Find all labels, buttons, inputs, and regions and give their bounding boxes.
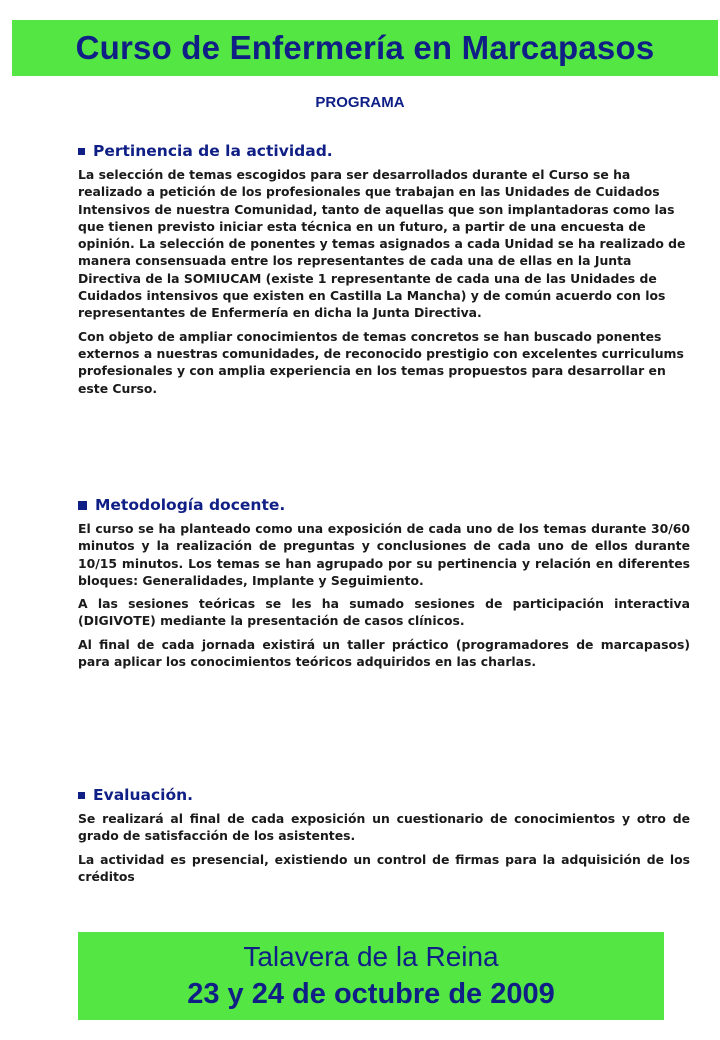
page-title: Curso de Enfermería en Marcapasos bbox=[75, 29, 655, 66]
section-heading-text: Metodología docente. bbox=[95, 496, 286, 514]
paragraph: La actividad es presencial, existiendo un control de firmas para la adquisición de los créditos bbox=[78, 851, 690, 884]
paragraph: Con objeto de ampliar conocimientos de temas concretos se han buscado ponentes externos a nuestras comunidades, de reconocido prestigio con excelentes curriculums profesionales y con amplia experiencia en los temas propuestos para desarrollar en este Curso. bbox=[78, 328, 684, 396]
section-evaluacion bbox=[78, 786, 690, 891]
paragraph: A las sesiones teóricas se les ha sumado sesiones de participación interactiva (DIGIVOTE) mediante la presentación de casos clínicos. bbox=[78, 596, 690, 629]
square-bullet-icon bbox=[78, 792, 85, 799]
event-location: Talavera de la Reina bbox=[243, 941, 499, 972]
section-heading-text: Pertinencia de la actividad. bbox=[93, 142, 333, 160]
title-banner bbox=[12, 20, 718, 76]
footer-banner bbox=[78, 932, 664, 1020]
section-heading bbox=[78, 786, 690, 804]
paragraph: La selección de temas escogidos para ser desarrollados durante el Curso se ha realizado a petición de los profesionales que trabajan en las Unidades de Cuidados Intensivos de nuestra Comunidad, tanto de aquellas que son implantadoras como las que tienen previsto iniciar esta técnica en un futuro, a partir de una encuesta de opinión. La selección de ponentes y temas asignados a cada Unidad se ha realizado de manera consensuada entre los representantes de cada una de ellas en la Junta Directiva de la SOMIUCAM (existe 1 representante de cada una de las Unidades de Cuidados intensivos que existen en Castilla La Mancha) y de común acuerdo con los representantes de Enfermería en dicha la Junta Directiva. bbox=[78, 167, 686, 321]
square-bullet-icon bbox=[78, 501, 87, 510]
section-pertinencia bbox=[78, 142, 690, 403]
paragraph: Se realizará al final de cada exposición un cuestionario de conocimientos y otro de grado de satisfacción de los asistentes. bbox=[78, 811, 690, 844]
square-bullet-icon bbox=[78, 148, 85, 155]
program-label: PROGRAMA bbox=[315, 94, 405, 111]
paragraph: El curso se ha planteado como una exposición de cada uno de los temas durante 30/60 minutos y la realización de preguntas y conclusiones de cada uno de ellos durante 10/15 minutos. Los temas se han agrupado por su pertinencia y relación en diferentes bloques: Generalidades, Implante y Seguimiento. bbox=[78, 521, 690, 588]
paragraph: Al final de cada jornada existirá un taller práctico (programadores de marcapasos) para aplicar los conocimientos teóricos adquiridos en las charlas. bbox=[78, 636, 690, 670]
section-heading bbox=[78, 496, 690, 514]
event-dates: 23 y 24 de octubre de 2009 bbox=[187, 978, 555, 1010]
section-metodologia bbox=[78, 496, 690, 676]
section-heading bbox=[78, 142, 690, 160]
section-heading-text: Evaluación. bbox=[93, 786, 194, 804]
